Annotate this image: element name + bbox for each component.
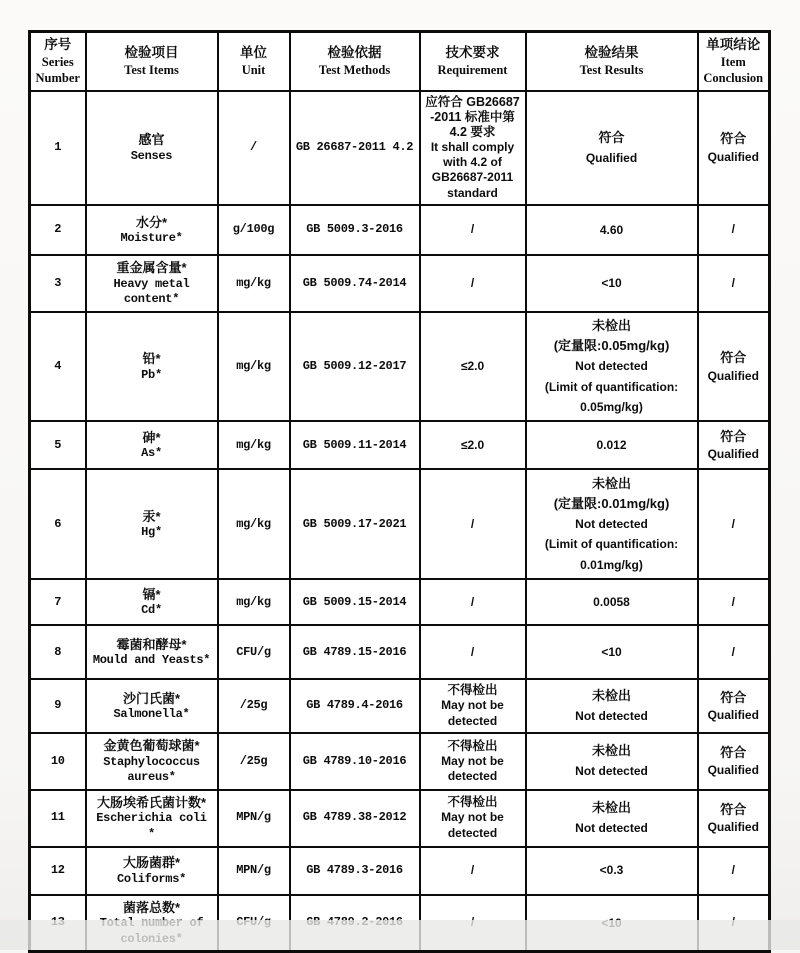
cell-line: 应符合 GB26687: [425, 94, 520, 109]
cell-line: It shall comply: [430, 139, 515, 154]
table-row: [30, 679, 770, 733]
table-row: [30, 625, 770, 679]
table-row: [30, 469, 770, 579]
header-cell-series-number: [30, 32, 86, 91]
cell-test-result: [526, 255, 698, 312]
cell-unit: [218, 255, 290, 312]
cell-line: with 4.2 of: [443, 155, 502, 170]
cell-requirement: [420, 91, 526, 205]
cell-conclusion: [698, 205, 770, 255]
cell-line: GB 5009.74-2014: [302, 275, 407, 290]
header-line: Item: [720, 55, 746, 70]
cell-conclusion: [698, 421, 770, 469]
cell-conclusion: [698, 733, 770, 790]
cell-line: GB 4789.15-2016: [302, 644, 407, 659]
cell-requirement: [420, 421, 526, 469]
table-row: [30, 733, 770, 790]
cell-unit: [218, 579, 290, 625]
cell-test-method: [290, 421, 420, 469]
cell-test-item: [86, 255, 218, 312]
cell-test-result: [526, 91, 698, 205]
cell-test-method: [290, 579, 420, 625]
cell-conclusion: [698, 790, 770, 847]
cell-line: Hg*: [141, 525, 162, 540]
cell-line: 0.0058: [593, 595, 630, 610]
table-row: [30, 255, 770, 312]
cell-line: /: [470, 644, 475, 659]
cell-line: Qualified: [707, 820, 759, 835]
cell-line: detected: [447, 768, 498, 783]
cell-series-number: [30, 679, 86, 733]
table-header: [30, 32, 770, 91]
cell-line: Moisture*: [120, 231, 183, 246]
cell-line: Qualified: [585, 150, 638, 165]
cell-test-result: [526, 790, 698, 847]
cell-test-result: [526, 847, 698, 895]
cell-conclusion: [698, 847, 770, 895]
cell-line: Qualified: [707, 368, 759, 383]
cell-unit: [218, 205, 290, 255]
report-table-body: [30, 91, 770, 952]
cell-line: mg/kg: [236, 516, 271, 531]
header-cell-test-result: [526, 32, 698, 91]
cell-line: 符合: [720, 801, 747, 817]
cell-requirement: [420, 312, 526, 421]
table-row: [30, 579, 770, 625]
cell-line: 符合: [720, 428, 747, 444]
inspection-report-table: [28, 30, 771, 953]
cell-line: 12: [50, 862, 65, 877]
cell-line: 1: [54, 140, 62, 155]
cell-line: 符合: [720, 689, 747, 705]
cell-line: 大肠菌群*: [122, 854, 181, 870]
cell-line: Pb*: [141, 367, 162, 382]
cell-line: 大肠埃希氏菌计数*: [96, 794, 207, 810]
cell-conclusion: [698, 255, 770, 312]
cell-line: Qualified: [707, 763, 759, 778]
cell-test-method: [290, 790, 420, 847]
cell-line: 6: [54, 516, 62, 531]
cell-unit: [218, 625, 290, 679]
cell-line: 镉*: [142, 586, 161, 602]
header-line: 检验结果: [584, 45, 639, 61]
header-line: Conclusion: [703, 71, 764, 86]
cell-series-number: [30, 469, 86, 579]
cell-line: 沙门氏菌*: [122, 690, 181, 706]
cell-line: <0.3: [599, 863, 624, 878]
cell-line: GB 4789.4-2016: [306, 698, 403, 713]
cell-line: Qualified: [707, 708, 759, 723]
cell-series-number: [30, 91, 86, 205]
cell-test-method: [290, 91, 420, 205]
cell-line: 9: [54, 698, 62, 713]
cell-line: 符合: [598, 129, 625, 145]
cell-line: /: [250, 140, 257, 155]
cell-unit: [218, 312, 290, 421]
cell-conclusion: [698, 625, 770, 679]
cell-line: 4.2 要求: [449, 124, 496, 139]
cell-line: 菌落总数*: [122, 899, 181, 915]
cell-line: 不得检出: [447, 795, 498, 810]
header-line: 序号: [44, 37, 72, 52]
cell-test-method: [290, 847, 420, 895]
cell-test-item: [86, 847, 218, 895]
cell-line: /: [470, 594, 475, 609]
cell-line: Not detected: [575, 821, 648, 836]
table-row: [30, 421, 770, 469]
cell-line: 0.012: [596, 438, 627, 453]
scan-shadow-band: [0, 920, 800, 950]
cell-test-item: [86, 790, 218, 847]
cell-line: CFU/g: [236, 644, 271, 659]
cell-conclusion: [698, 579, 770, 625]
cell-line: As*: [141, 446, 162, 461]
cell-requirement: [420, 790, 526, 847]
cell-line: 7: [54, 594, 62, 609]
cell-test-item: [86, 733, 218, 790]
cell-line: GB 26687-2011 4.2: [295, 140, 414, 155]
cell-test-result: [526, 312, 698, 421]
header-cell-conclusion: [698, 32, 770, 91]
cell-line: 0.01mg/kg): [580, 557, 643, 572]
cell-line: 砷*: [142, 429, 161, 445]
cell-line: /: [731, 594, 735, 609]
cell-line: mg/kg: [236, 594, 271, 609]
cell-line: 汞*: [142, 508, 161, 524]
cell-test-method: [290, 733, 420, 790]
cell-line: detected: [447, 713, 498, 728]
cell-test-item: [86, 579, 218, 625]
header-line: Test Items: [124, 63, 179, 78]
cell-line: 2: [54, 222, 62, 237]
cell-unit: [218, 733, 290, 790]
cell-test-result: [526, 205, 698, 255]
cell-line: <10: [601, 276, 622, 291]
cell-requirement: [420, 733, 526, 790]
cell-series-number: [30, 312, 86, 421]
cell-test-result: [526, 625, 698, 679]
cell-line: /: [731, 516, 735, 531]
cell-conclusion: [698, 469, 770, 579]
cell-line: GB 4789.38-2012: [302, 810, 407, 825]
cell-line: /: [731, 862, 735, 877]
cell-line: 4: [54, 358, 62, 373]
header-cell-unit: [218, 32, 290, 91]
cell-line: Coliforms*: [116, 871, 186, 886]
cell-line: GB26687-2011: [431, 170, 514, 185]
cell-line: 不得检出: [447, 738, 498, 753]
cell-test-result: [526, 421, 698, 469]
cell-line: 符合: [720, 744, 747, 760]
cell-line: GB 5009.11-2014: [302, 437, 407, 452]
cell-line: Mould and Yeasts*: [92, 653, 211, 668]
header-line: Requirement: [437, 63, 508, 78]
cell-line: 重金属含量*: [116, 260, 187, 276]
table-row: [30, 205, 770, 255]
cell-line: GB 4789.3-2016: [306, 862, 403, 877]
header-line: 单项结论: [706, 37, 761, 52]
cell-test-item: [86, 679, 218, 733]
cell-series-number: [30, 205, 86, 255]
table-row: [30, 91, 770, 205]
cell-line: 未检出: [591, 317, 631, 333]
header-line: 检验依据: [327, 45, 382, 61]
cell-line: (定量限:0.01mg/kg): [553, 495, 670, 511]
cell-line: Salmonella*: [113, 707, 190, 722]
cell-line: 未检出: [591, 799, 631, 815]
cell-requirement: [420, 847, 526, 895]
cell-test-method: [290, 679, 420, 733]
cell-line: /: [731, 644, 735, 659]
cell-unit: [218, 91, 290, 205]
cell-unit: [218, 421, 290, 469]
table-row: [30, 847, 770, 895]
cell-line: Escherichia coli *: [96, 811, 207, 841]
cell-line: mg/kg: [236, 358, 271, 373]
cell-test-item: [86, 312, 218, 421]
cell-test-method: [290, 625, 420, 679]
cell-line: g/100g: [232, 222, 275, 237]
cell-line: 4.60: [599, 222, 624, 237]
cell-line: 未检出: [591, 743, 631, 759]
cell-line: aureus*: [127, 770, 176, 785]
cell-line: 金黄色葡萄球菌*: [103, 738, 200, 754]
cell-series-number: [30, 790, 86, 847]
cell-line: Not detected: [575, 516, 648, 531]
cell-line: May not be: [441, 810, 504, 825]
cell-line: Qualified: [707, 447, 759, 462]
cell-line: /25g: [239, 753, 268, 768]
cell-requirement: [420, 579, 526, 625]
cell-test-item: [86, 625, 218, 679]
cell-line: May not be: [441, 753, 504, 768]
cell-line: Heavy metal: [113, 276, 190, 291]
cell-line: 不得检出: [447, 683, 498, 698]
cell-line: GB 5009.12-2017: [302, 358, 407, 373]
cell-line: /: [470, 222, 475, 237]
cell-conclusion: [698, 91, 770, 205]
cell-series-number: [30, 733, 86, 790]
cell-line: mg/kg: [236, 437, 271, 452]
cell-unit: [218, 679, 290, 733]
cell-line: Cd*: [141, 603, 162, 618]
header-line: 检验项目: [124, 45, 179, 61]
cell-series-number: [30, 579, 86, 625]
cell-line: Qualified: [707, 149, 759, 164]
cell-line: 未检出: [591, 475, 631, 491]
header-line: Number: [35, 71, 80, 86]
cell-line: 水分*: [135, 214, 168, 230]
cell-test-method: [290, 205, 420, 255]
cell-line: detected: [447, 825, 498, 840]
cell-test-result: [526, 469, 698, 579]
cell-requirement: [420, 469, 526, 579]
cell-line: /: [470, 275, 475, 290]
cell-series-number: [30, 255, 86, 312]
cell-line: Staphylococcus: [103, 754, 200, 769]
cell-test-method: [290, 312, 420, 421]
table-row: [30, 790, 770, 847]
cell-test-result: [526, 733, 698, 790]
cell-line: 10: [50, 753, 65, 768]
cell-line: GB 5009.15-2014: [302, 594, 407, 609]
cell-line: May not be: [441, 698, 504, 713]
cell-line: /: [731, 275, 735, 290]
cell-line: standard: [447, 185, 498, 200]
cell-series-number: [30, 847, 86, 895]
cell-line: /: [470, 862, 475, 877]
cell-line: (Limit of quantification:: [544, 379, 679, 394]
header-cell-test-item: [86, 32, 218, 91]
cell-line: (定量限:0.05mg/kg): [553, 338, 670, 354]
cell-test-method: [290, 469, 420, 579]
cell-series-number: [30, 421, 86, 469]
header-cell-test-method: [290, 32, 420, 91]
cell-line: /25g: [239, 698, 268, 713]
cell-unit: [218, 847, 290, 895]
cell-line: mg/kg: [236, 275, 271, 290]
header-line: Test Methods: [318, 63, 391, 78]
cell-line: 11: [50, 810, 65, 825]
cell-conclusion: [698, 679, 770, 733]
cell-line: 5: [54, 437, 62, 452]
header-line: Series: [41, 55, 74, 70]
cell-test-result: [526, 579, 698, 625]
cell-requirement: [420, 679, 526, 733]
cell-line: 0.05mg/kg): [580, 399, 643, 414]
cell-line: GB 5009.17-2021: [302, 516, 407, 531]
cell-line: 3: [54, 275, 62, 290]
cell-line: 铅*: [142, 351, 161, 367]
cell-unit: [218, 469, 290, 579]
cell-line: 8: [54, 644, 62, 659]
cell-line: <10: [601, 645, 622, 660]
cell-line: 霉菌和酵母*: [116, 636, 187, 652]
cell-line: Not detected: [575, 764, 648, 779]
cell-line: MPN/g: [236, 810, 271, 825]
cell-test-item: [86, 421, 218, 469]
cell-unit: [218, 790, 290, 847]
cell-test-method: [290, 255, 420, 312]
cell-test-item: [86, 205, 218, 255]
header-line: 单位: [240, 45, 267, 61]
header-line: Unit: [241, 63, 266, 78]
header-line: Test Results: [579, 63, 644, 78]
cell-line: -2011 标准中第: [430, 109, 515, 124]
cell-line: 感官: [138, 132, 165, 148]
cell-line: ≤2.0: [460, 437, 485, 452]
cell-requirement: [420, 625, 526, 679]
cell-line: GB 4789.10-2016: [302, 753, 407, 768]
cell-line: ≤2.0: [460, 358, 485, 373]
cell-line: (Limit of quantification:: [544, 537, 679, 552]
cell-line: 符合: [720, 131, 747, 147]
cell-line: /: [470, 516, 475, 531]
cell-requirement: [420, 205, 526, 255]
header-cell-requirement: [420, 32, 526, 91]
header-row: [30, 32, 770, 91]
cell-line: Not detected: [575, 359, 648, 374]
header-line: 技术要求: [445, 45, 500, 61]
cell-requirement: [420, 255, 526, 312]
table-row: [30, 312, 770, 421]
cell-test-item: [86, 91, 218, 205]
cell-line: Senses: [130, 148, 173, 163]
cell-line: Not detected: [575, 709, 648, 724]
cell-series-number: [30, 625, 86, 679]
cell-line: 未检出: [591, 687, 631, 703]
cell-line: 符合: [720, 350, 747, 366]
cell-line: /: [731, 222, 735, 237]
cell-test-item: [86, 469, 218, 579]
cell-line: MPN/g: [236, 862, 271, 877]
cell-conclusion: [698, 312, 770, 421]
cell-test-result: [526, 679, 698, 733]
cell-line: content*: [123, 292, 180, 307]
cell-line: GB 5009.3-2016: [306, 222, 403, 237]
